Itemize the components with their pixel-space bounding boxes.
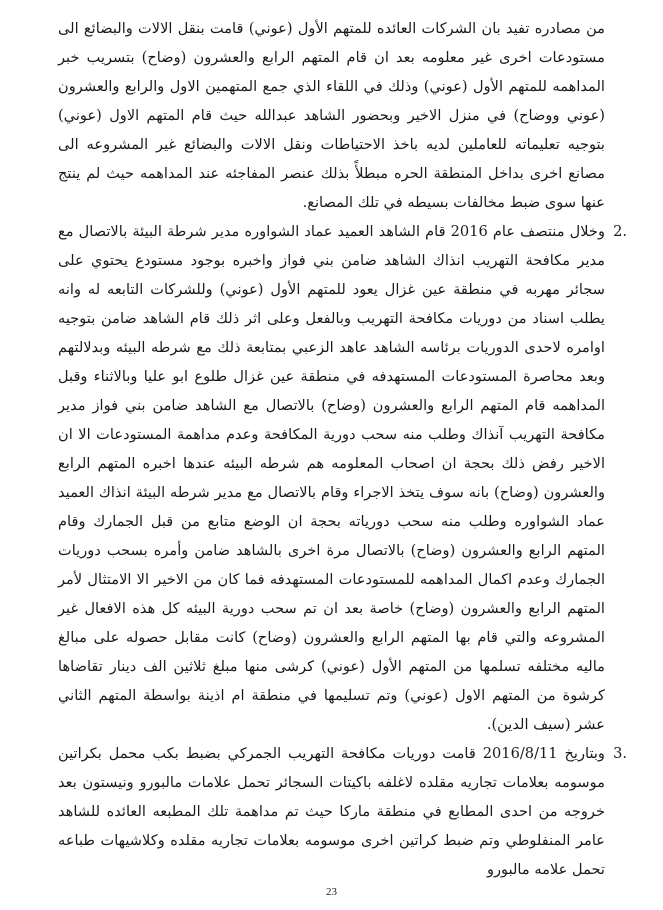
numbered-paragraph: [58, 739, 627, 884]
paragraph-text: وخلال منتصف عام 2016 قام الشاهد العميد عماد الشواوره مدير شرطة البيئة بالاتصال مع مدير مكافحة التهريب انذاك الشاهد ضامن بني فواز واخبره بوجود مستودع يحتوي على سجائر مهربه في منطقة عين غزال يعود للمتهم الأول (عوني) وللشركات التابعه له وانه يطلب اسناد من دوريات مكافحة التهريب وبالفعل وعلى اثر ذلك قام الشاهد ضامن بتوجيه اوامره لاحدى الدوريات برئاسه الشاهد عاهد الزعبي بمتابعة ذلك مع شرطه البيئه وبدلالتهم وبعد محاصرة المستودعات المستهدفه في منطقة عين غزال طلوع ابو عليا وبالاثناء وقبل المداهمه قام المتهم الرابع والعشرون (وضاح) بالاتصال مع الشاهد ضامن بني فواز مدير مكافحة التهريب آنذاك وطلب منه سحب دورية المكافحة وعدم مداهمة المستودعات الا ان الاخير رفض ذلك بحجة ان اصحاب المعلومه هم شرطه البيئه عندها اخبره المتهم الرابع والعشرون (وضاح) بانه سوف يتخذ الاجراء وقام بالاتصال مع مدير شرطه البيئة انذاك العميد عماد الشواوره وطلب منه سحب دورياته بحجة ان الوضع متابع من قبل الجمارك وقام المتهم الرابع والعشرون (وضاح) بالاتصال مرة اخرى بالشاهد ضامن وأمره بسحب دوريات الجمارك وعدم اكمال المداهمه للمستودعات المستهدفه فما كان من الاخير الا الامتثال لأمر المتهم الرابع والعشرون (وضاح) خاصة بعد ان تم سحب دورية البيئه كل هذه الافعال غير المشروعه والتي قام بها المتهم الرابع والعشرون (وضاح) كانت مقابل حصوله على مبالغ ماليه مختلفه تسلمها من المتهم الأول (عوني) كرشى منها مبلغ ثلاثين الف دينار تقاضاها كرشوة من المتهم الاول (عوني) وتم تسليمها في منطقة ام اذينة بواسطة المتهم الثاني عشر (سيف الدين).: [58, 223, 605, 733]
page-footer: [0, 886, 663, 898]
paragraph-continuation: [58, 14, 605, 217]
page-number: 23: [326, 886, 337, 898]
paragraph-text: وبتاريخ 2016/8/11 قامت دوريات مكافحة التهريب الجمركي بضبط بكب محمل بكراتين موسومه بعلامات تجاريه مقلده لاغلفه باكيتات السجائر تحمل علامات مالبورو ونيستون بعد خروجه من احدى المطابع في منطقة ماركا حيث تم مداهمة تلك المطبعه العائده للشاهد عامر المنفلوطي وتم ضبط كراتين اخرى موسومه بعلامات تجاريه مقلده وكلاشيهات طباعه تحمل علامه مالبورو: [58, 745, 605, 878]
paragraph-text: من مصادره تفيد بان الشركات العائده للمتهم الأول (عوني) قامت بنقل الالات والبضائع الى مستودعات اخرى غير معلومه بعد ان قام المتهم الرابع والعشرون (وضاح) بتسريب خبر المداهمه للمتهم الأول (عوني) وذلك في اللقاء الذي جمع المتهمين الاول والرابع والعشرون (عوني ووضاح) في منزل الاخير وبحضور الشاهد عبدالله حيث قام المتهم الاول (عوني) بتوجيه تعليماته للعاملين لديه باخذ الاحتياطات ونقل الالات والبضائع غير المشروعه الى مصانع اخرى بداخل المنطقة الحره مبطلأً بذلك عنصر المفاجئه عند المداهمه حيث لم ينتج عنها سوى ضبط مخالفات بسيطه في تلك المصانع.: [58, 20, 605, 211]
paragraph-number: 3.: [613, 745, 627, 762]
document-body: [58, 14, 627, 884]
numbered-paragraph: [58, 217, 627, 739]
paragraph-number: 2.: [613, 223, 627, 240]
